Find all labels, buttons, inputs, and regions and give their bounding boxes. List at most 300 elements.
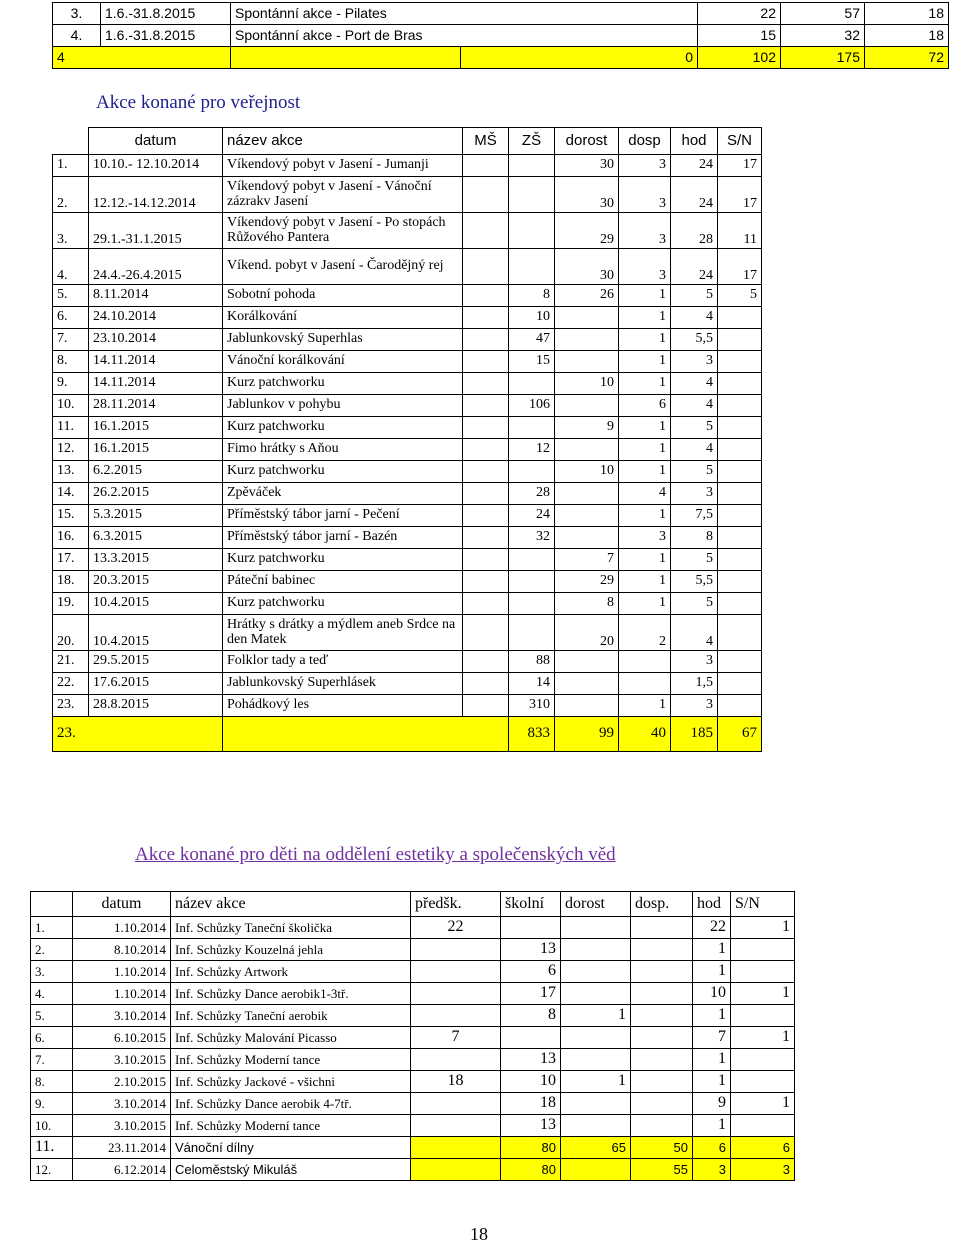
table-row [53, 439, 762, 461]
table-cell [718, 439, 762, 461]
table-cell [463, 373, 509, 395]
table-cell [463, 505, 509, 527]
table-row [53, 615, 762, 651]
table-cell: 13.3.2015 [89, 549, 223, 571]
table-cell: 10. [31, 1115, 73, 1137]
table-cell [731, 1115, 795, 1137]
table-cell: 24.4.-26.4.2015 [89, 249, 223, 285]
table-row [53, 483, 762, 505]
table-cell: 29 [555, 213, 619, 249]
table-cell [509, 571, 555, 593]
table-cell: 22 [411, 917, 501, 939]
table-cell: 30 [555, 155, 619, 177]
table-cell: 3 [671, 351, 718, 373]
table-cell [631, 1093, 693, 1115]
table-cell [718, 695, 762, 717]
table-cell: 5 [671, 417, 718, 439]
table-cell: 10.10.- 12.10.2014 [89, 155, 223, 177]
table-cell [463, 695, 509, 717]
table-cell: 9. [31, 1093, 73, 1115]
table-cell: 12.12.-14.12.2014 [89, 177, 223, 213]
table-cell [411, 1093, 501, 1115]
table-cell [631, 961, 693, 983]
table-cell [631, 939, 693, 961]
table-cell [555, 307, 619, 329]
header-cell: hod [671, 128, 718, 155]
table-cell: 15. [53, 505, 89, 527]
table-row [53, 177, 762, 213]
table-cell: 72 [865, 47, 949, 69]
table-cell [463, 213, 509, 249]
table-cell: 6 [693, 1137, 731, 1159]
table-cell [631, 1049, 693, 1071]
public-section-title: Akce konané pro veřejnost [96, 92, 301, 113]
table-cell: 11 [718, 213, 762, 249]
table-cell: Hrátky s drátky a mýdlem aneb Srdce na den Matek [223, 615, 463, 651]
table-cell: 16.1.2015 [89, 417, 223, 439]
table-cell: 8 [671, 527, 718, 549]
table-cell [463, 439, 509, 461]
table-cell [463, 549, 509, 571]
header-cell: MŠ [463, 128, 509, 155]
table-cell [509, 417, 555, 439]
table-cell [619, 673, 671, 695]
table-cell: 4 [619, 483, 671, 505]
table-cell [718, 461, 762, 483]
table-cell [411, 939, 501, 961]
header-cell: ZŠ [509, 128, 555, 155]
table-cell [561, 917, 631, 939]
table-cell [731, 939, 795, 961]
table-cell: 102 [698, 47, 781, 69]
table-cell: 3 [619, 155, 671, 177]
table-cell [561, 1027, 631, 1049]
table-cell: 20. [53, 615, 89, 651]
table-cell [718, 527, 762, 549]
table-row [53, 417, 762, 439]
table-cell: 1 [619, 329, 671, 351]
table-cell: 8 [501, 1005, 561, 1027]
kids-events-table [30, 891, 795, 1181]
table-cell [718, 593, 762, 615]
header-cell: dosp [619, 128, 671, 155]
table-cell: 3. [53, 213, 89, 249]
table-row [53, 329, 762, 351]
table-cell [718, 395, 762, 417]
table-cell: 4 [671, 373, 718, 395]
table-cell: 24 [671, 249, 718, 285]
table-cell: 11. [31, 1137, 73, 1159]
table-row [31, 1071, 795, 1093]
table-cell [501, 917, 561, 939]
table-cell [718, 615, 762, 651]
table-cell: 3.10.2015 [73, 1115, 171, 1137]
table-cell: 185 [671, 717, 718, 752]
table-cell: 10 [693, 983, 731, 1005]
table-row [53, 505, 762, 527]
table-cell: 55 [631, 1159, 693, 1181]
table-cell [718, 307, 762, 329]
table-cell: 1 [619, 593, 671, 615]
table-row [53, 651, 762, 673]
table-cell: 3 [619, 213, 671, 249]
table-cell: 14.11.2014 [89, 373, 223, 395]
table-cell: 6.10.2015 [73, 1027, 171, 1049]
table-cell: 8 [509, 285, 555, 307]
table-cell [718, 571, 762, 593]
header-cell: název akce [223, 128, 463, 155]
table-cell: 4 [53, 47, 231, 69]
table-cell: Inf. Schůzky Malování Picasso [171, 1027, 411, 1049]
table-cell [463, 593, 509, 615]
table-cell: 7. [31, 1049, 73, 1071]
table-cell: 1 [693, 939, 731, 961]
table-cell: 1 [619, 439, 671, 461]
table-cell [411, 1159, 501, 1181]
table-cell: 28.11.2014 [89, 395, 223, 417]
table-cell: 30 [555, 249, 619, 285]
table-cell [718, 505, 762, 527]
table-cell [555, 695, 619, 717]
table-cell [463, 483, 509, 505]
table-cell: 22. [53, 673, 89, 695]
table-cell [718, 673, 762, 695]
table-cell [561, 983, 631, 1005]
table-cell: 1 [619, 571, 671, 593]
table-cell: 5 [718, 285, 762, 307]
table-cell [555, 651, 619, 673]
table-row [53, 25, 949, 47]
table-cell: 8. [53, 351, 89, 373]
table-cell: 1 [619, 373, 671, 395]
table-cell: 17 [718, 249, 762, 285]
table-cell: 1 [619, 285, 671, 307]
table-cell: 32 [509, 527, 555, 549]
table-cell: 1.10.2014 [73, 983, 171, 1005]
table-cell: 30 [555, 177, 619, 213]
table-cell: Víkend. pobyt v Jasení - Čarodějný rej [223, 249, 463, 285]
table-cell [509, 213, 555, 249]
table-cell: 4. [53, 249, 89, 285]
table-cell: 1 [619, 505, 671, 527]
table-cell [631, 1071, 693, 1093]
header-cell [31, 892, 73, 917]
table-cell [731, 1071, 795, 1093]
table-cell: 12 [509, 439, 555, 461]
table-cell: Víkendový pobyt v Jasení - Po stopách Růžového Pantera [223, 213, 463, 249]
table-cell: 16. [53, 527, 89, 549]
table-cell: 3.10.2015 [73, 1049, 171, 1071]
table-cell: 7 [411, 1027, 501, 1049]
table-cell [463, 329, 509, 351]
table-cell: 1 [731, 1027, 795, 1049]
table-cell: 1,5 [671, 673, 718, 695]
table-cell: 24.10.2014 [89, 307, 223, 329]
table-cell [561, 961, 631, 983]
table-cell: Inf. Schůzky Dance aerobik 4-7tř. [171, 1093, 411, 1115]
table-cell [555, 395, 619, 417]
table-cell: Kurz patchworku [223, 417, 463, 439]
table-row [31, 1137, 795, 1159]
table-cell [463, 673, 509, 695]
table-cell: 1 [619, 549, 671, 571]
table-cell: 3.10.2014 [73, 1005, 171, 1027]
table-cell [561, 1093, 631, 1115]
table-cell: 12. [53, 439, 89, 461]
table-cell: 5 [671, 285, 718, 307]
table-cell: 28.8.2015 [89, 695, 223, 717]
table-cell: 1.6.-31.8.2015 [101, 25, 231, 47]
table-cell: 24 [671, 177, 718, 213]
table-row [53, 549, 762, 571]
header-cell: školní [501, 892, 561, 917]
table-cell: Fimo hrátky s Aňou [223, 439, 463, 461]
table-cell: 40 [619, 717, 671, 752]
table-cell: 1 [693, 1005, 731, 1027]
table-cell: 106 [509, 395, 555, 417]
table-cell [509, 593, 555, 615]
table-row [53, 155, 762, 177]
table-cell [463, 395, 509, 417]
table-cell: 29.5.2015 [89, 651, 223, 673]
table-row [53, 213, 762, 249]
table-row [31, 939, 795, 961]
header-cell: datum [73, 892, 171, 917]
table-cell: 10 [555, 373, 619, 395]
table-cell [463, 615, 509, 651]
table-cell: 3 [619, 249, 671, 285]
table-cell: Folklor tady a teď [223, 651, 463, 673]
table-cell [631, 917, 693, 939]
table-cell: 14. [53, 483, 89, 505]
header-cell: S/N [731, 892, 795, 917]
table-cell: 13 [501, 1115, 561, 1137]
table-cell: 14 [509, 673, 555, 695]
table-cell: 20.3.2015 [89, 571, 223, 593]
table-cell: 24 [671, 155, 718, 177]
table-cell: Inf. Schůzky Moderní tance [171, 1115, 411, 1137]
table-cell: Vánoční dílny [171, 1137, 411, 1159]
table-cell: 88 [509, 651, 555, 673]
table-cell: 23. [53, 717, 223, 752]
table-cell [555, 673, 619, 695]
table-cell [561, 1049, 631, 1071]
table-row [31, 1159, 795, 1181]
table-cell [463, 155, 509, 177]
table-cell: 3 [671, 483, 718, 505]
table-cell: 4 [671, 439, 718, 461]
table-cell: Pohádkový les [223, 695, 463, 717]
table-cell: 3 [671, 651, 718, 673]
table-cell [718, 329, 762, 351]
table-row [53, 395, 762, 417]
table-cell [463, 285, 509, 307]
table-cell: 4 [671, 615, 718, 651]
table-cell [555, 505, 619, 527]
table-cell: 2.10.2015 [73, 1071, 171, 1093]
header-cell [53, 128, 89, 155]
table-cell: 18 [865, 3, 949, 25]
table-cell: Inf. Schůzky Kouzelná jehla [171, 939, 411, 961]
table-cell: 57 [781, 3, 865, 25]
table-cell: 3 [671, 695, 718, 717]
table-row [53, 285, 762, 307]
table-cell [631, 983, 693, 1005]
table-cell: 20 [555, 615, 619, 651]
table-cell [555, 483, 619, 505]
table-cell: 21. [53, 651, 89, 673]
table-cell: 47 [509, 329, 555, 351]
table-cell: 10 [555, 461, 619, 483]
table-cell: 26.2.2015 [89, 483, 223, 505]
table-cell [463, 307, 509, 329]
table-cell: 1 [619, 695, 671, 717]
header-cell: S/N [718, 128, 762, 155]
table-cell: 5,5 [671, 329, 718, 351]
table-cell [561, 1159, 631, 1181]
table-cell: Páteční babinec [223, 571, 463, 593]
table-cell: 6 [731, 1137, 795, 1159]
table-cell: 18 [501, 1093, 561, 1115]
table-cell: Kurz patchworku [223, 373, 463, 395]
table-cell: Inf. Schůzky Jackové - všichni [171, 1071, 411, 1093]
table-cell: 1 [693, 1115, 731, 1137]
table-row [53, 461, 762, 483]
table-cell [631, 1005, 693, 1027]
table-cell: 99 [555, 717, 619, 752]
table-cell: 8. [31, 1071, 73, 1093]
table-row [53, 3, 949, 25]
table-cell [561, 1115, 631, 1137]
table-cell: 6.12.2014 [73, 1159, 171, 1181]
table-row [53, 351, 762, 373]
table-cell: 1 [619, 307, 671, 329]
table-cell: 17 [718, 177, 762, 213]
table-cell [718, 549, 762, 571]
table-cell: Kurz patchworku [223, 549, 463, 571]
table-cell: 22 [693, 917, 731, 939]
table-cell: 14.11.2014 [89, 351, 223, 373]
table-cell: 8.11.2014 [89, 285, 223, 307]
table-cell: Zpěváček [223, 483, 463, 505]
table-cell: 5 [671, 461, 718, 483]
table-cell [231, 47, 461, 69]
table-cell: 7. [53, 329, 89, 351]
table-row [31, 1005, 795, 1027]
table-cell: 5,5 [671, 571, 718, 593]
table-cell: Víkendový pobyt v Jasení - Vánoční zázrakv Jasení [223, 177, 463, 213]
table-cell: 5.3.2015 [89, 505, 223, 527]
table-cell [561, 939, 631, 961]
table-cell [718, 651, 762, 673]
table-cell [223, 717, 509, 752]
kids-section-title: Akce konané pro děti na oddělení estetiky a společenských věd [135, 844, 616, 865]
table-cell [463, 651, 509, 673]
table-cell [718, 373, 762, 395]
table-cell: Korálkování [223, 307, 463, 329]
table-cell: 1.10.2014 [73, 961, 171, 983]
table-cell: Kurz patchworku [223, 461, 463, 483]
table-cell [509, 373, 555, 395]
table-row [31, 961, 795, 983]
table-cell: 13 [501, 939, 561, 961]
table-row [53, 695, 762, 717]
table-cell: 3. [31, 961, 73, 983]
table-cell: 80 [501, 1159, 561, 1181]
table-cell [411, 961, 501, 983]
table-cell: 5 [671, 549, 718, 571]
table-cell: 1 [693, 961, 731, 983]
table-cell: 23. [53, 695, 89, 717]
table-row [53, 307, 762, 329]
table-row [53, 373, 762, 395]
table-cell: 17.6.2015 [89, 673, 223, 695]
table-cell: Inf. Schůzky Taneční aerobik [171, 1005, 411, 1027]
table-cell: Jablunkov v pohybu [223, 395, 463, 417]
table-cell: 18. [53, 571, 89, 593]
table-cell: 10 [509, 307, 555, 329]
table-cell: 67 [718, 717, 762, 752]
table-cell: Příměstský tábor jarní - Bazén [223, 527, 463, 549]
table-cell: 0 [461, 47, 698, 69]
table-cell [718, 483, 762, 505]
table-cell: 2. [53, 177, 89, 213]
table-cell [509, 155, 555, 177]
table-cell: 3 [619, 177, 671, 213]
table-cell [718, 417, 762, 439]
table-cell: 6. [31, 1027, 73, 1049]
table-row [53, 571, 762, 593]
table-cell: 1 [731, 917, 795, 939]
table-cell [555, 351, 619, 373]
table-cell: 13. [53, 461, 89, 483]
table-cell [411, 1049, 501, 1071]
table-cell: 9 [693, 1093, 731, 1115]
table-cell: 22 [698, 3, 781, 25]
table-cell [463, 177, 509, 213]
table-row [31, 1115, 795, 1137]
table-cell: Inf. Schůzky Artwork [171, 961, 411, 983]
table-cell: 3 [693, 1159, 731, 1181]
public-events-table [52, 127, 762, 752]
table-row [53, 673, 762, 695]
table-cell: 3 [619, 527, 671, 549]
table-cell: Celoměstský Mikuláš [171, 1159, 411, 1181]
table-cell [463, 351, 509, 373]
table-row [31, 1093, 795, 1115]
table-cell: 80 [501, 1137, 561, 1159]
table-cell: 310 [509, 695, 555, 717]
table-cell [463, 417, 509, 439]
table-cell: 4 [671, 307, 718, 329]
table-cell: 16.1.2015 [89, 439, 223, 461]
table-cell: 29 [555, 571, 619, 593]
page-number: 18 [470, 1224, 488, 1244]
table-cell: 28 [671, 213, 718, 249]
table-cell: 8.10.2014 [73, 939, 171, 961]
table-cell: 6 [619, 395, 671, 417]
header-cell: dosp. [631, 892, 693, 917]
table-cell: 4. [53, 25, 101, 47]
table-cell [555, 329, 619, 351]
table-cell: Kurz patchworku [223, 593, 463, 615]
table-cell: Sobotní pohoda [223, 285, 463, 307]
table-cell: 3 [731, 1159, 795, 1181]
table-cell [631, 1027, 693, 1049]
table-row [31, 917, 795, 939]
table-cell: 9 [555, 417, 619, 439]
table-cell: 13 [501, 1049, 561, 1071]
